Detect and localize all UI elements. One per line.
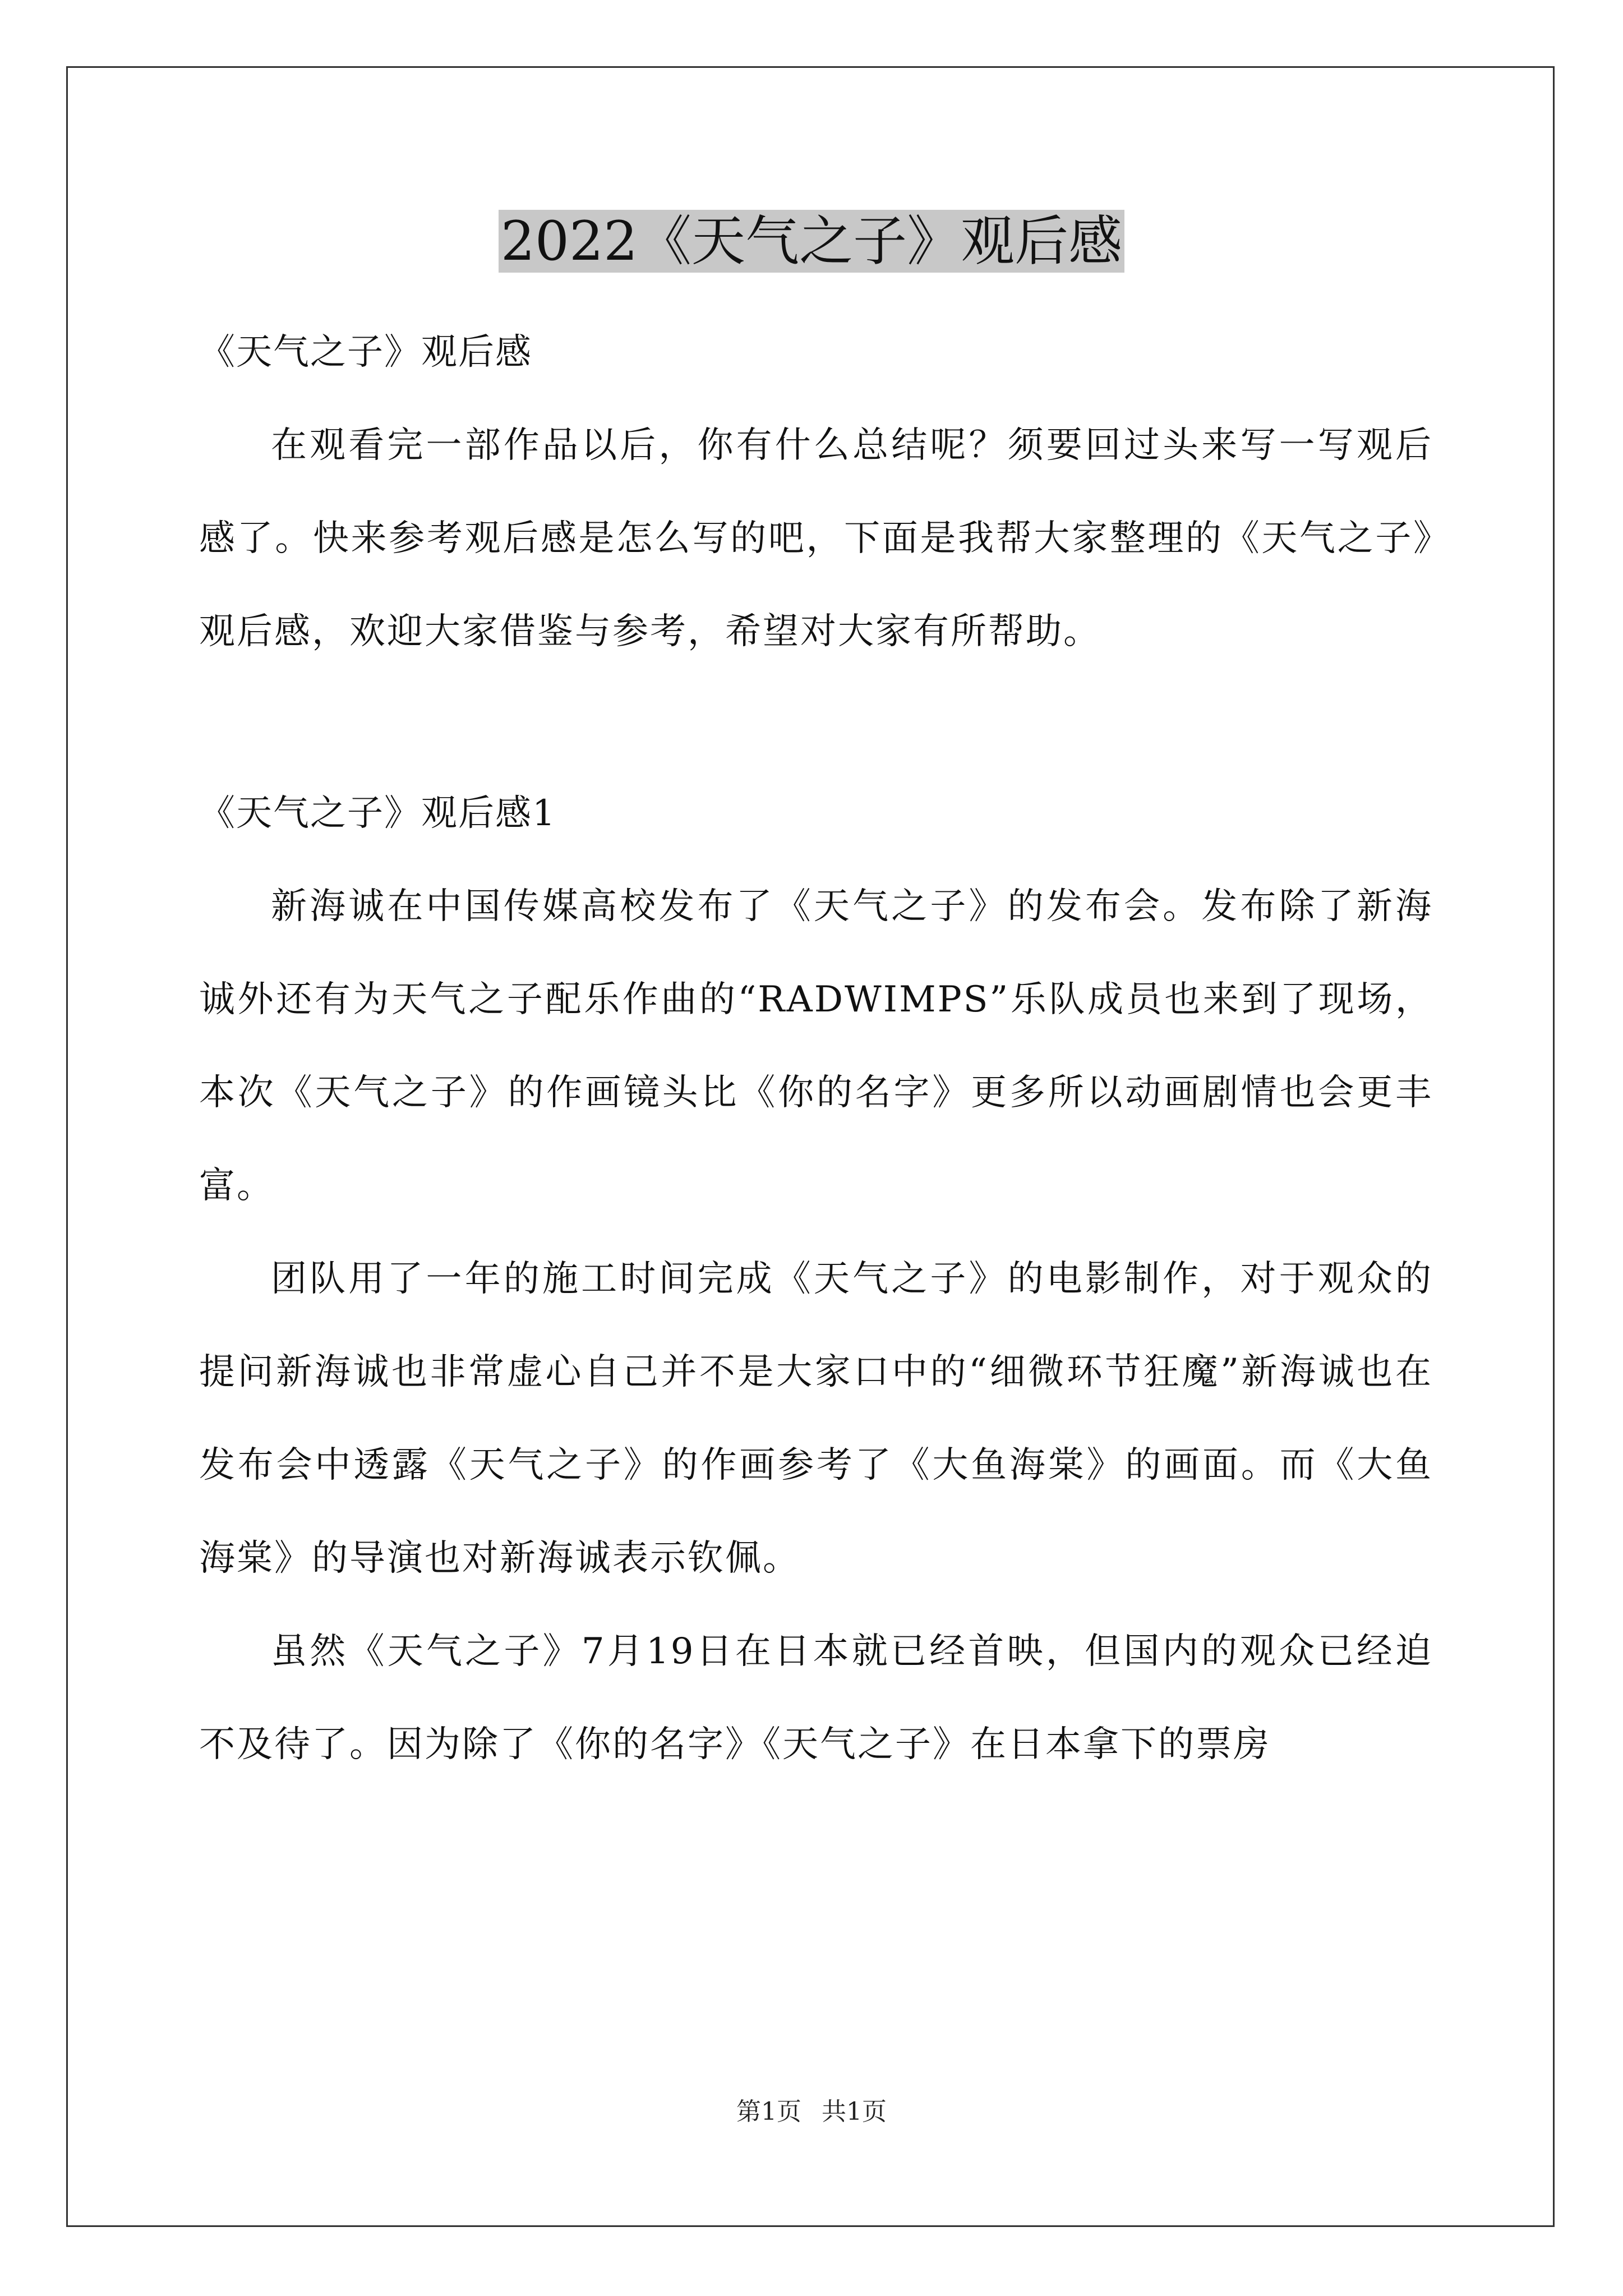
- document-title-text: 2022《天气之子》观后感: [499, 210, 1124, 273]
- body-paragraph: 团队用了一年的施工时间完成《天气之子》的电影制作，对于观众的提问新海诚也非常虚心自己并不是大家口中的“细微环节狂魔”新海诚也在发布会中透露《天气之子》的作画参考了《大鱼海棠》的画面。而《大鱼海棠》的导演也对新海诚表示钦佩。: [199, 1258, 1433, 1579]
- document-title: [0, 202, 1623, 280]
- page-total: 共1页: [822, 2097, 887, 2126]
- body-paragraph: 新海诚在中国传媒高校发布了《天气之子》的发布会。发布除了新海诚外还有为天气之子配乐作曲的“RADWIMPS”乐队成员也来到了现场，本次《天气之子》的作画镜头比《你的名字》更多所以动画剧情也会更丰富。: [199, 886, 1433, 1207]
- spacer: [199, 678, 1433, 767]
- intro-paragraph: 在观看完一部作品以后，你有什么总结呢？须要回过头来写一写观后感了。快来参考观后感是怎么写的吧，下面是我帮大家整理的《天气之子》观后感，欢迎大家借鉴与参考，希望对大家有所帮助。: [199, 425, 1433, 652]
- section-heading: 《天气之子》观后感1: [199, 793, 556, 834]
- page-footer: [0, 2095, 1623, 2129]
- body-paragraph: 虽然《天气之子》7月19日在日本就已经首映，但国内的观众已经迫不及待了。因为除了《你的名字》《天气之子》在日本拿下的票房: [199, 1631, 1433, 1765]
- document-body: [199, 306, 1433, 1791]
- page-number: 第1页: [736, 2097, 801, 2126]
- subtitle: 《天气之子》观后感: [199, 332, 532, 373]
